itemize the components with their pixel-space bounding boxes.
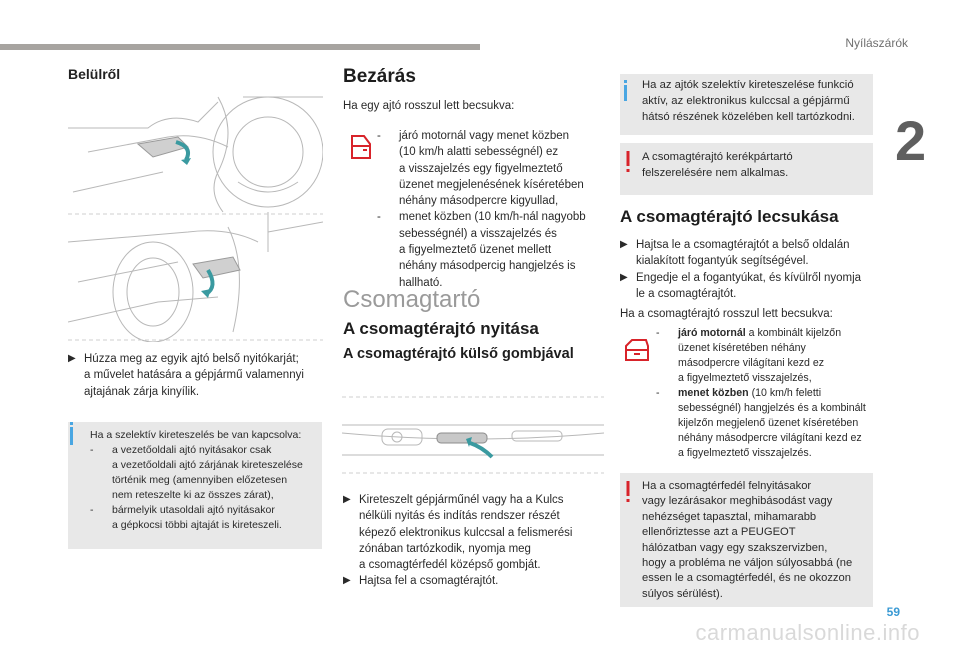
- bullet-line: Hajtsa fel a csomagtérajtót.: [359, 575, 499, 588]
- bullet-line: képező elektronikus kulccsal a felismerési: [359, 526, 573, 539]
- right-info-line: Ha az ajtók szelektív kireteszelése funkció: [642, 79, 854, 91]
- alert-line: néhány másodpercre kigyullad,: [399, 195, 559, 208]
- heading-trunk-external-button: A csomagtérajtó külső gombjával: [343, 346, 574, 362]
- right-warning-line: A csomagtérajtó kerékpártartó: [642, 151, 793, 163]
- dash-mark: -: [656, 387, 660, 399]
- right-info-box: [620, 74, 873, 135]
- warning-line: hogy a probléma ne váljon súlyosabbá (ne: [642, 557, 853, 570]
- dash-mark: -: [656, 327, 660, 339]
- left-bullet-line-0: Húzza meg az egyik ajtó belső nyitókarját;: [84, 353, 299, 365]
- bullet-line: zónában tartózkodik, nyomja meg: [359, 542, 531, 555]
- trunk-alert-list: [656, 326, 886, 461]
- bullet-line: a csomagtérfedél középső gombját.: [359, 559, 541, 572]
- dash-mark: -: [90, 444, 94, 456]
- chapter-number: 2: [895, 109, 927, 172]
- warning-line: hálózatban vagy egy szakszervizben,: [642, 541, 828, 554]
- alert-line: üzenet kíséretében néhány: [678, 342, 806, 354]
- heading-inside: Belülről: [68, 66, 121, 82]
- page-number: 59: [886, 605, 900, 619]
- warning-line: súlyos sérülést).: [642, 587, 723, 600]
- bullet-line: Hajtsa le a csomagtérajtót a belső oldalán: [636, 239, 850, 251]
- trunk-button-illustration: [342, 395, 604, 475]
- warning-line: vagy lezárásakor meghibásodást vagy: [642, 495, 833, 508]
- left-bullet-line-1: a művelet hatására a gépjármű valamennyi: [84, 369, 304, 382]
- alert-line: (10 km/h alatti sebességnél) ez: [399, 146, 559, 159]
- bullet-line: le a csomagtérajtót.: [636, 287, 737, 300]
- alert-line: menet közben (10 km/h-nál nagyobb: [399, 211, 586, 224]
- bullet-arrow-icon: ▶: [620, 271, 628, 283]
- dash-mark: -: [377, 211, 381, 224]
- bullet-line: kialakított fogantyúk segítségével.: [636, 255, 809, 268]
- warning-icon: [624, 481, 632, 505]
- left-bullet: [68, 351, 326, 400]
- bullet-arrow-icon: ▶: [343, 494, 351, 505]
- dash-mark: -: [377, 130, 381, 142]
- bullet-arrow-icon: ▶: [620, 239, 628, 250]
- right-warning-line: felszerelésére nem alkalmas.: [642, 166, 789, 179]
- info-item-line: a vezetőoldali ajtó zárjának kireteszelése: [112, 459, 303, 471]
- left-info-intro: Ha a szelektív kireteszelés be van kapcsolva:: [90, 429, 302, 441]
- heading-trunk-opening: A csomagtérajtó nyitása: [343, 319, 539, 338]
- trunk-warning-icon: [622, 336, 652, 366]
- right-info-line: hátsó részének közelében kell tartózkodni.: [642, 110, 855, 123]
- alert-line: (10 km/h feletti: [748, 387, 822, 399]
- interior-door-handle-illustration: [68, 92, 323, 342]
- alert-line: sebességnél) hangjelzés és a kombinált: [678, 402, 866, 414]
- alert-line: kijelzőn megjelenő üzenet kíséretében: [678, 417, 859, 429]
- right-warning-box: [620, 143, 873, 195]
- left-bullet-line-2: ajtajának zárja kinyílik.: [84, 385, 200, 398]
- bullet-arrow-icon: ▶: [343, 575, 351, 587]
- dash-mark: -: [90, 504, 94, 516]
- heading-closing: Bezárás: [343, 66, 416, 87]
- right-info-line: aktív, az elektronikus kulccsal a gépjármű: [642, 94, 850, 107]
- alert-line: a figyelmeztető visszajelzés,: [678, 372, 812, 384]
- alert-line: a visszajelzés egy figyelmeztető: [399, 162, 563, 175]
- alert-line: járó motornál vagy menet közben: [399, 130, 570, 142]
- warning-icon: [624, 151, 632, 175]
- door-warning-icon: [346, 132, 376, 162]
- info-item-line: nem reteszelte ki az összes zárat),: [112, 489, 274, 501]
- info-item-line: bármelyik utasoldali ajtó nyitásakor: [112, 504, 275, 516]
- alert-line: néhány másodpercig hangjelzés is: [399, 260, 576, 273]
- left-info-box: [68, 422, 322, 549]
- alert-line: sebességnél) a visszajelzés és: [399, 227, 557, 240]
- info-item-line: a vezetőoldali ajtó nyitásakor csak: [112, 444, 272, 456]
- right-warning-box-2: [620, 473, 873, 607]
- alert-bold: járó motornál: [678, 327, 746, 339]
- alert-bold: menet közben: [678, 387, 749, 399]
- section-title-trunk: Csomagtartó: [343, 286, 481, 313]
- trunk-close-bullets: [620, 237, 880, 302]
- section-name: Nyílászárók: [845, 36, 908, 50]
- info-item-line: történik meg (amennyiben előzetesen: [112, 474, 288, 486]
- info-item-line: a gépkocsi többi ajtaját is kireteszeli.: [112, 519, 282, 531]
- warning-line: essen le a csomagtérfedél, és ne okozzon: [642, 572, 851, 585]
- alert-line: a figyelmeztető visszajelzés.: [678, 447, 812, 459]
- watermark: carmanualsonline.info: [695, 620, 920, 645]
- warning-line: nehézséget tapasztal, mihamarabb: [642, 510, 817, 523]
- alert-line: a kombinált kijelzőn: [745, 327, 842, 339]
- trunk-close-intro: Ha a csomagtérajtó rosszul lett becsukva:: [620, 308, 833, 320]
- bullet-line: Kireteszelt gépjárműnél vagy ha a Kulcs: [359, 494, 564, 506]
- warning-line: ellenőriztesse azt a PEUGEOT: [642, 526, 796, 539]
- heading-trunk-closing: A csomagtérajtó lecsukása: [620, 207, 839, 226]
- header-bar: [0, 44, 480, 50]
- bullet-arrow-icon: ▶: [68, 353, 76, 364]
- alert-line: üzenet megjelenésének kíséretében: [399, 178, 584, 191]
- closing-intro: Ha egy ajtó rosszul lett becsukva:: [343, 100, 515, 112]
- alert-line: a figyelmeztető üzenet mellett: [399, 244, 552, 257]
- bullet-line: nélküli nyitás és indítás rendszer részét: [359, 510, 560, 523]
- alert-line: hallható.: [399, 276, 443, 289]
- warning-line: Ha a csomagtérfedél felnyitásakor: [642, 480, 812, 492]
- bullet-line: Engedje el a fogantyúkat, és kívülről nyomja: [636, 271, 862, 284]
- alert-line: néhány másodpercre világítani kezd ez: [678, 432, 862, 444]
- alert-line: másodpercre világítani kezd ez: [678, 357, 825, 369]
- trunk-open-bullets: [343, 492, 603, 590]
- closing-alert-list: [377, 128, 607, 291]
